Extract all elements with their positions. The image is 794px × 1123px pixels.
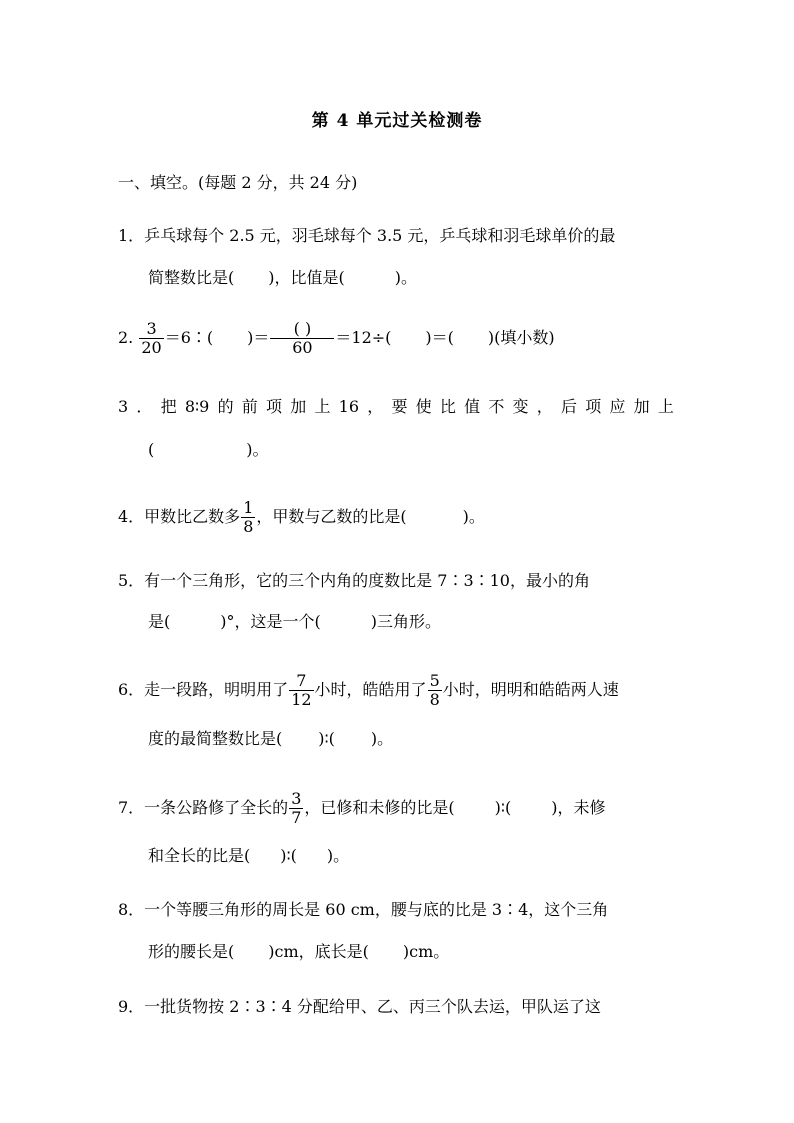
question-6-line-2 (148, 728, 393, 750)
question-6-text: 小时，明明和皓皓两人速 (442, 680, 619, 699)
question-3-char: 应 (609, 397, 626, 416)
question-2-text: )＝ (247, 328, 270, 347)
question-3-char: 变 (512, 397, 529, 416)
fraction-numerator: 5 (429, 671, 440, 690)
question-3-line-2 (148, 439, 269, 461)
question-3-char: 项 (585, 397, 602, 416)
question-7-text: ，已修和未修的比是( (304, 798, 455, 817)
question-5-text: 是( (148, 612, 171, 631)
fraction-3-7 (289, 790, 303, 827)
fraction-denominator: 7 (291, 808, 302, 827)
question-7-text: )∶( (280, 846, 297, 865)
question-3-char: 的 (217, 397, 234, 416)
question-1-text: )。 (394, 268, 417, 287)
question-3-char: ， (367, 397, 384, 416)
question-3-char: 8∶9 (184, 397, 210, 416)
question-2-text: ＝12÷( (335, 328, 392, 347)
fraction-numerator: 1 (243, 498, 254, 517)
question-4-text: ，甲数与乙数的比是( (256, 507, 407, 526)
section-heading: 一、填空。(每题 2 分，共 24 分) (118, 173, 358, 192)
question-8-line-1: 8．一个等腰三角形的周长是 60 cm，腰与底的比是 3∶4，这个三角 (118, 900, 609, 919)
question-3-char: 后 (560, 397, 577, 416)
fraction-1-8 (241, 499, 255, 536)
question-6-text: 小时，皓皓用了 (314, 680, 427, 699)
question-3-char: 值 (464, 397, 481, 416)
question-9-line-1: 9．一批货物按 2∶3∶4 分配给甲、乙、丙三个队去运，甲队运了这 (118, 997, 601, 1016)
question-4-line (118, 499, 485, 536)
question-6-text: 6．走一段路，明明用了 (118, 680, 289, 699)
question-8-text: 形的腰长是( (148, 942, 235, 961)
question-3-char: 上 (657, 397, 674, 416)
question-6-text: )∶( (318, 729, 335, 748)
question-1-text: )，比值是( (268, 268, 345, 287)
question-3-char: 加 (633, 397, 650, 416)
question-3-char: 上 (314, 397, 331, 416)
question-5-text: )°，这是一个( (220, 612, 321, 631)
question-8-line-2 (148, 941, 449, 963)
question-5-line-1: 5．有一个三角形，它的三个内角的度数比是 7∶3∶10，最小的角 (118, 571, 590, 590)
question-6-line-1 (118, 672, 619, 709)
question-3-char: 项 (266, 397, 283, 416)
question-3-char: ， (536, 397, 553, 416)
question-7-text: )∶( (494, 798, 512, 817)
question-3-char: ． (136, 397, 153, 416)
question-3-char: 把 (160, 397, 177, 416)
question-6-text: )。 (370, 729, 394, 748)
fraction-5-8 (428, 672, 442, 709)
fraction-denominator: 12 (291, 690, 312, 709)
question-3-char: 加 (290, 397, 307, 416)
question-5-text: )三角形。 (370, 612, 441, 631)
question-8-text: )cm。 (402, 942, 450, 961)
question-7-text: )。 (326, 846, 350, 865)
fraction-denominator: 8 (243, 517, 254, 536)
question-1-line-2 (148, 267, 417, 289)
fraction-denominator: 8 (429, 690, 440, 709)
question-3-text: ( (148, 440, 155, 459)
page-title: 第 4 单元过关检测卷 (311, 111, 483, 131)
question-7-text: 和全长的比是( (148, 846, 251, 865)
question-3-char: 要 (391, 397, 408, 416)
fraction-numerator: 7 (296, 671, 307, 690)
fraction-numerator: 3 (146, 319, 157, 338)
question-7-line-1 (118, 790, 606, 827)
question-2-text: ＝6∶( (164, 328, 214, 347)
question-2-text: )(填小数) (487, 328, 555, 347)
fraction-3-20 (139, 320, 163, 357)
question-3-char: 前 (241, 397, 258, 416)
question-3-char: 不 (488, 397, 505, 416)
fraction-blank-60 (270, 320, 334, 357)
fraction-denominator: 20 (141, 338, 162, 357)
question-4-text: )。 (462, 507, 485, 526)
question-7-text: )，未修 (551, 798, 606, 817)
question-3-char: 16 (338, 397, 360, 416)
question-7-text: 7．一条公路修了全长的 (118, 798, 289, 817)
question-1-text: 简整数比是( (148, 268, 235, 287)
question-1-line-1: 1．乒乓球每个 2.5 元，羽毛球每个 3.5 元，乒乓球和羽毛球单价的最 (118, 226, 616, 245)
question-2-line (118, 320, 555, 357)
fraction-7-12 (289, 672, 313, 709)
question-6-text: 度的最简整数比是( (148, 729, 283, 748)
question-2-number: 2. (118, 328, 134, 347)
fraction-numerator[interactable]: ( ) (293, 319, 312, 338)
question-3-text: )。 (246, 440, 269, 459)
question-7-line-2 (148, 845, 349, 867)
question-3-line-1 (118, 396, 674, 418)
fraction-denominator: 60 (270, 338, 334, 357)
question-5-line-2 (148, 611, 441, 633)
question-8-text: )cm，底长是( (268, 942, 369, 961)
question-3-char: 3 (118, 397, 129, 416)
question-4-text: 4．甲数比乙数多 (118, 507, 241, 526)
fraction-numerator: 3 (291, 789, 302, 808)
question-2-text: )＝( (425, 328, 454, 347)
question-3-char: 比 (439, 397, 456, 416)
question-3-char: 使 (415, 397, 432, 416)
